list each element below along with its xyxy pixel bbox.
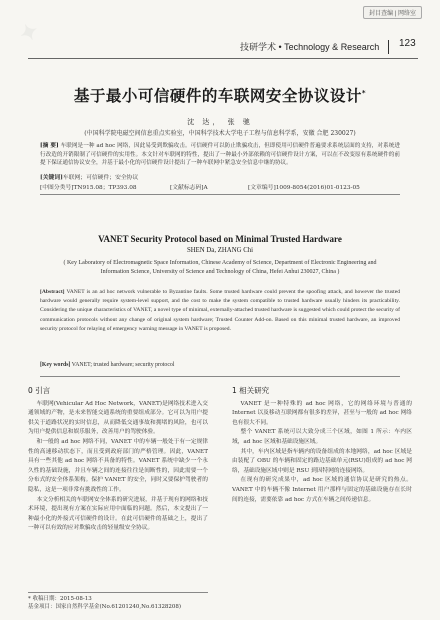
- english-abstract-label: [Abstract]: [40, 289, 65, 295]
- article-number: [文章编号]1009-8054(2016)01-0123-05: [248, 185, 360, 191]
- paragraph: 整个 VANET 系统可以大致分成三个区域，如图 1 所示：车内区域，ad hoc 区域和基础设施区域。: [232, 429, 412, 445]
- paragraph: VANET 是一种特殊的 ad hoc 网络，它的网络环境与普通的 Internet 以及移动互联网都有很多的差异，甚至与一般的 ad hoc 网络也有很大不同。: [232, 400, 412, 426]
- header-separator: [388, 40, 389, 54]
- section-heading: 0 引言: [28, 386, 51, 395]
- affiliation: (中国科学院电磁空间信息重点实验室，中国科学技术大学电子工程与信息科学系，安徽 合肥 230027): [84, 130, 356, 137]
- section-heading: 1 相关研究: [232, 386, 270, 395]
- footnote: [28, 592, 208, 611]
- abstract-zh-label: [摘 要]: [40, 143, 59, 149]
- divider: [40, 376, 400, 377]
- keywords-zh-text: 车联网；可信硬件；安全协议: [62, 175, 139, 181]
- page-number: 123: [399, 38, 416, 49]
- header-rule: [28, 58, 418, 59]
- paragraph: 和一般的 ad hoc 网络不同，VANET 中的车辆一般处于有一定规律性的高速移动状态下，而且受到政府部门的严格管理。因此，VANET 具有一些其他 ad hoc 网络不具备的特性。VANET 系统中缺少一个永久性的基础设施，并且车辆之间的连接往往是间断性的，因此需要一个分布式的安全体系架构。保护 VANET 的安全，同时又要保护驾驶者的隐私，这是一项非常有挑战性的工作。: [28, 438, 208, 493]
- english-keywords: [40, 362, 400, 368]
- body-column-right: [232, 384, 412, 505]
- journal-header: [240, 40, 400, 54]
- clc-number: [中图分类号]TN915.08；TP393.08: [40, 185, 137, 191]
- doc-code: [文献标志码]A: [170, 185, 208, 191]
- english-abstract-text: VANET is an ad hoc network vulnerable to Byzantine faults. Some trusted hardware could prevent the spoofing attack, and however the trusted hardware would generally require system-level support, and the cost to make the system compatible to trusted hardware usually hinders its practicability. Considering the unique characteristics of VANET, a novel type of minimal, externally-attached trusted hardware is suggested which could protect the security of communication protocols without any change of original system hardware; Trusted Counter Add-on. Based on this minimal trusted hardware, an improved security protocol for relaying of emergency warning message in VANET is proposed.: [40, 289, 400, 332]
- fund-info: 基金项目：国家自然科学基金(No.61201240,No.61328208): [28, 604, 182, 610]
- section-tag: 封目查编 | 网络室: [363, 6, 422, 19]
- watermark: ✦: [15, 17, 43, 48]
- authors: 沈 达， 张 驰: [187, 118, 253, 126]
- english-title: VANET Security Protocol based on Minimal Trusted Hardware: [98, 234, 342, 244]
- paper-title: [20, 84, 420, 106]
- paragraph: 其中，车内区域是指车辆内的设备组成的本地网络，ad hoc 区域是由装配了 OBU 的车辆和固定的路边基础单元(RSU)组成的 ad hoc 网络，基础设施区域中则是 RSU 到因特网的连接网络。: [232, 448, 412, 474]
- journal-name: 技研学术 • Technology & Research: [240, 42, 380, 52]
- paragraph: 本文分析相关的车联网安全体系的研究进展，并基于现有的网络和技术环境，提出现有方案在实际应用中面临的问题。然后，本文提出了一种最小化的外接式可信硬件的设计。在此可信硬件的基础之上，提出了一种可以有效的应对欺骗攻击的轻量级安全协议。: [28, 496, 208, 532]
- abstract-zh: [40, 142, 400, 168]
- title-text: 基于最小可信硬件的车联网安全协议设计: [73, 87, 362, 105]
- english-keywords-text: VANET; trusted hardware; security protocol: [71, 362, 175, 368]
- body-column-left: [28, 384, 208, 534]
- keywords-zh-label: [关键词]: [40, 175, 63, 181]
- english-abstract: [40, 288, 400, 334]
- keywords-zh: [40, 172, 400, 181]
- english-affiliation: ( Key Laboratory of Electromagnetic Space Information, Chinese Academy of Science, Department of Electronic Engineering and Information Science, University of Science and Technology of China, Hefei Anhui 230027, China ): [63, 260, 377, 275]
- paragraph: 在现有的研究成果中，ad hoc 区域的通信协议是研究的热点。VANET 中的车辆不像 Internet 用户那样与固定的基础设施存在长时间的连接，需要依靠 ad hoc 方式在车辆之间传递信息。: [232, 477, 412, 503]
- divider: [40, 194, 400, 195]
- paragraph: 车联网(Vehicular Ad Hoc Network，VANET)是网络技术进入交通领域的产物，是未来智能交通系统的重要组成部分。它可以为用户提供关于道路状况的实时信息，从而降低交通事故和拥堵的风险，也可以为用户提供信息和娱乐服务，改善用户的驾驶体验。: [28, 400, 208, 436]
- abstract-zh-text: 车联网是一种 ad hoc 网络，因此易受到欺骗攻击。可信硬件可以防止欺骗攻击，但即使用可信硬件普遍要求系统层面的支持，对系统进行改造的开销限制了可信硬件的实用性。本文针对车联网的特性，提出了一种最小外部依赖的可信硬件设计方案，可以在不改变原有系统硬件的前提下保证通信协议安全，并基于最小化的可信硬件设计提出了一种车联网中紧急安全信息中继的协议。: [40, 143, 401, 167]
- received-date: * 收稿日期：2015-08-13: [28, 596, 92, 602]
- english-keywords-label: [Key words]: [40, 362, 71, 368]
- english-authors: SHEN Da, ZHANG Chi: [186, 247, 254, 254]
- title-footnote-mark: *: [361, 88, 367, 97]
